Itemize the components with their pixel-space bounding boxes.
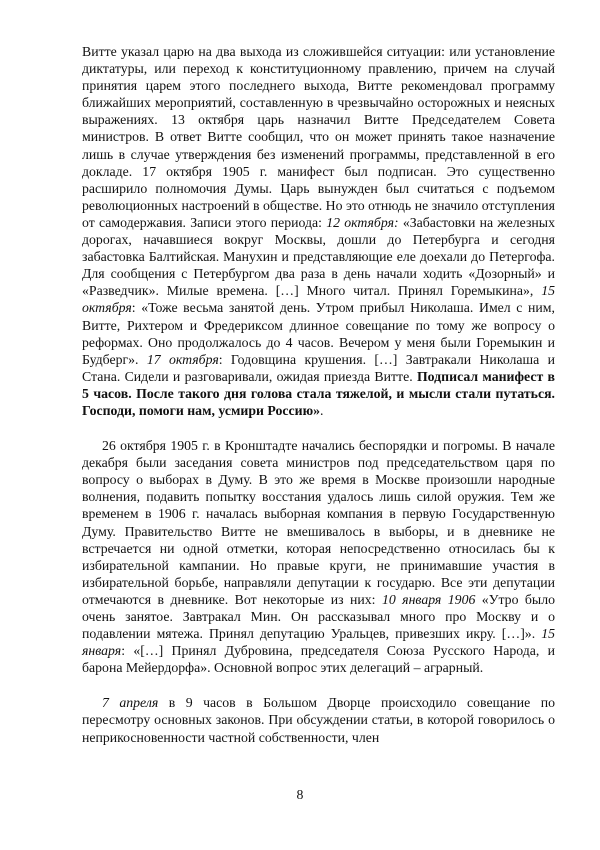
- paragraph-duma-elections: [82, 437, 555, 676]
- bold-quote: Подписал манифест в 5 часов. После такого дня голова стала тяжелой, и мысли стали путаться. Господи, помоги нам, усмири Россию»: [82, 368, 555, 418]
- text-run: : «Тоже весьма занятой день. Утром прибыл Николаша. Имел с ним, Витте, Рихтером и Фредериксом длинное совещание по тому же вопросу о реформах. Оно продолжалось до 4 часов. Вечером у меня были Горемыкин и Будберг».: [82, 300, 555, 367]
- diary-date: 17 октября: [146, 351, 219, 367]
- text-run: Витте указал царю на два выхода из сложившейся ситуации: или установление диктатуры, или переход к конституционному правлению, причем на случай принятия царем этого последнего выхода, Витте рекомендовал программу ближайших мероприятий, составленную в чрезвычайно осторожных и неясных выражениях. 13 октября царь назначил Витте Председателем Совета министров. В ответ Витте сообщил, что он может принять такое назначение лишь в случае утверждения без изменений программы, представленной в его докладе. 17 октября 1905 г. манифест был подписан. Это существенно расширило полномочия Думы. Царь вынужден был считаться с подъемом революционных настроений в обществе. Но это отнюдь не значило отступления от самодержавия. Записи этого периода:: [82, 44, 555, 230]
- text-run: .: [320, 402, 324, 418]
- text-run: : «[…] Принял Дубровина, председателя Союза Русского Народа, и барона Мейердорфа». Основной вопрос этих делегаций – аграрный.: [82, 643, 555, 676]
- text-run: 26 октября 1905 г. в Кронштадте начались беспорядки и погромы. В начале декабря были заседания совета министров под председательством царя по вопросу о выборах в Думу. В это же время в Москве произошли народные волнения, подавить попытку восстания удалось лишь силой оружия. Тем же временем в 1906 г. началась выборная компания в первую Государственную Думу. Правительство Витте не вмешивалось в выборы, и в дневнике не встречается ни одной отметки, которая непосредственно относилась бы к избирательной кампании. Но правые круги, не принимавшие участия в избирательной борьбе, направляли депутации к государю. Все эти депутации отмечаются в дневнике. Вот некоторые из них:: [82, 438, 555, 607]
- paragraph-witte-manifesto: [82, 43, 555, 419]
- text-run: «Утро было очень занятое. Завтракал Мин. Он рассказывал много про Москву и о подавлении мятежа. Принял депутацию Уральцев, привезших икру. […]».: [82, 591, 555, 642]
- document-page: [82, 43, 555, 746]
- text-run: : Годовщина крушения. […] Завтракали Николаша и Стана. Сидели и разговаривали, ожидая приезда Витте.: [82, 351, 556, 384]
- diary-date: 7 апреля: [102, 695, 159, 711]
- text-run: «Забастовки на железных дорогах, начавшиеся вокруг Москвы, дошли до Петербурга и сегодня забастовка Балтийская. Манухин и представляющие еле доехали до Петергофа. Для сообщения с Петербургом два раза в день начали ходить «Дозорный» и «Разведчик». Милые времена. […] Много читал. Принял Горемыкина»,: [82, 214, 555, 299]
- text-run: в 9 часов в Большом Дворце происходило совещание по пересмотру основных законов. При обсуждении статьи, в которой говорилось о неприкосновенности частной собственности, член: [82, 695, 555, 745]
- diary-date: 15 января: [82, 626, 555, 659]
- page-number: 8: [296, 787, 304, 802]
- diary-date: 12 октября:: [326, 214, 399, 230]
- diary-date: 15 октября: [82, 283, 555, 316]
- diary-date: 10 января 1906: [381, 591, 476, 607]
- paragraph-basic-laws: [82, 694, 555, 745]
